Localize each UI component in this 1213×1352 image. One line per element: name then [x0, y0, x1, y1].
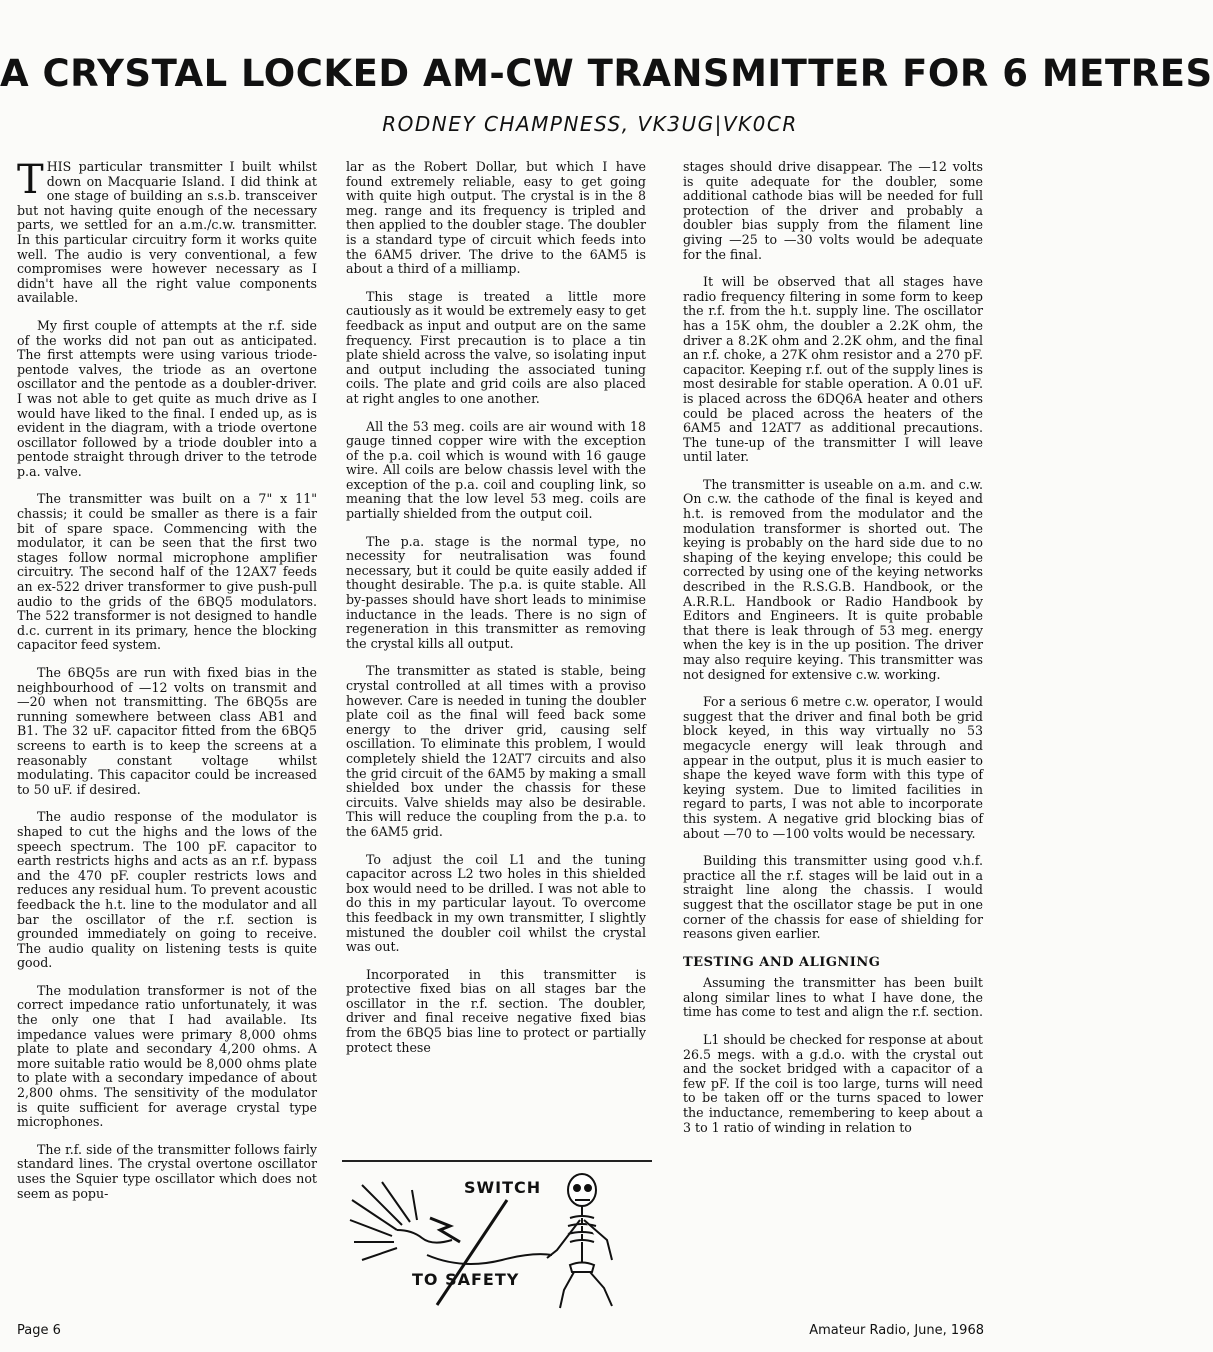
paragraph: The transmitter as stated is stable, being crystal controlled at all times with a proviso however. Care is needed in tuning the doubler plate coil as the final will feed back some energy to the driver grid, causing self oscillation. To eliminate this problem, I would completely shield the 12AT7 circuits and also the grid circuit of the 6AM5 by making a small shielded box under the chassis for these circuits. Valve shields may also be desirable. This will reduce the coupling from the p.a. to the 6AM5 grid.	[346, 663, 646, 839]
switch-caption: SWITCH	[464, 1178, 542, 1197]
paragraph: It will be observed that all stages have radio frequency filtering in some form to keep the r.f. from the h.t. supply line. The oscillator has a 15K ohm, the doubler a 2.2K ohm, the driver a 8.2K ohm and 2.2K ohm, and the final an r.f. choke, a 27K ohm resistor and a 270 pF. capacitor. Keeping r.f. out of the supply lines is most desirable for stable operation. A 0.01 uF. is placed across the 6DQ6A heater and others could be placed across the heaters of the 6AM5 and 12AT7 as additional precautions. The tune-up of the transmitter I will leave until later.	[683, 274, 983, 465]
text-column-1	[17, 157, 317, 1310]
paragraph-part-1: The r.f. side of the transmitter follows fairly standard lines. The crystal overtone oscillator uses the Squier type oscillator which does not seem as popu-	[17, 1141, 317, 1201]
paragraph: To adjust the coil L1 and the tuning capacitor across L2 two holes in this shielded box would need to be drilled. I was not able to do this in my particular layout. To overcome this feedback in my own transmitter, I slightly mistuned the doubler coil whilst the crystal was out.	[346, 851, 646, 955]
skeleton-icon	[547, 1174, 612, 1308]
paragraph: The audio response of the modulator is shaped to cut the highs and the lows of the speech spectrum. The 100 pF. capacitor to earth restricts highs and acts as an r.f. bypass and the 470 pF. coupler restricts lows and reduces any residual hum. To prevent acoustic feedback the h.t. line to the modulator and all bar the oscillator of the r.f. section is grounded immediately on going to receive. The audio quality on listening tests is quite good.	[17, 809, 317, 971]
paragraph-part-2: stages should drive disappear. The —12 volts is quite adequate for the doubler, some additional cathode bias will be needed for full protection of the driver and probably a doubler bias supply from the filament line giving —25 to —30 volts would be adequate for the final.	[683, 159, 983, 262]
paragraph: The 6BQ5s are run with fixed bias in the neighbourhood of —12 volts on transmit and —20 when not transmitting. The 6BQ5s are running somewhere between class AB1 and B1. The 32 uF. capacitor fitted from the 6BQ5 screens to earth is to keep the screens at a reasonably constant voltage whilst modulating. This capacitor could be increased to 50 uF. if desired.	[17, 665, 317, 797]
text-column-2	[346, 160, 646, 1160]
switch-to-safety-cartoon	[342, 1160, 652, 1310]
paragraph: The p.a. stage is the normal type, no necessity for neutralisation was found necessary, but it could be quite easily added if thought desirable. The p.a. is quite stable. All by-passes should have short leads to minimise inductance in the leads. There is no sign of regeneration in this transmitter as removing the crystal kills all output.	[346, 533, 646, 651]
paragraph: The transmitter was built on a 7" x 11" chassis; it could be smaller as there is a fair bit of spare space. Commencing with the modulator, it can be seen that the first two stages follow normal microphone amplifier circuitry. The second half of the 12AX7 feeds an ex-522 driver transformer to give push-pull audio to the grids of the 6BQ5 modulators. The 522 transformer is not designed to handle d.c. current in its primary, hence the blocking capacitor feed system.	[17, 491, 317, 653]
paragraph: My first couple of attempts at the r.f. side of the works did not pan out as anticipated. The first attempts were using various triode-pentode valves, the triode as an overtone oscillator and the pentode as a doubler-driver. I was not able to get quite as much drive as I would have liked to the final. I ended up, as is evident in the diagram, with a triode overtone oscillator followed by a triode doubler into a pentode straight through driver to the tetrode p.a. valve.	[17, 317, 317, 479]
paragraph: Assuming the transmitter has been built along similar lines to what I have done, the time has come to test and align the r.f. section.	[683, 975, 983, 1020]
paragraph-part-1: Incorporated in this transmitter is protective fixed bias on all stages bar the oscillator in the r.f. section. The doubler, driver and final receive negative fixed bias from the 6BQ5 bias line to protect or partially protect these	[346, 966, 646, 1055]
article-title: A CRYSTAL LOCKED AM-CW TRANSMITTER FOR 6 METRES	[0, 52, 1213, 95]
paragraph-split	[346, 968, 646, 1056]
paragraph-split	[17, 1143, 317, 1201]
paragraph: THIS particular transmitter I built whilst down on Macquarie Island. I did think at one stage of building an s.s.b. transceiver but not having quite enough of the necessary parts, we settled for an a.m./c.w. transmitter. In this particular circuitry form it works quite well. The audio is very conventional, a few compromises were however necessary as I didn't have all the right value components available.	[17, 157, 317, 306]
paragraph-part-2: lar as the Robert Dollar, but which I have found extremely reliable, easy to get going with quite high output. The crystal is in the 8 meg. range and its frequency is tripled and then applied to the doubler stage. The doubler is a standard type of circuit which feeds into the 6AM5 driver. The drive to the 6AM5 is about a third of a milliamp.	[346, 159, 646, 277]
paragraph: The modulation transformer is not of the correct impedance ratio unfortunately, it was the only one that I had available. Its impedance values were primary 8,000 ohms plate to plate and secondary 4,200 ohms. A more suitable ratio would be 8,000 ohms plate to plate with a secondary impedance of about 2,800 ohms. The sensitivity of the modulator is quite sufficient for average crystal type microphones.	[17, 982, 317, 1130]
drop-cap: T	[17, 157, 44, 203]
page-number: Page 6	[17, 1323, 61, 1338]
article-byline: RODNEY CHAMPNESS, VK3UG|VK0CR	[382, 112, 798, 136]
paragraph: This stage is treated a little more cautiously as it would be extremely easy to get feedback as input and output are on the same frequency. First precaution is to place a tin plate shield across the valve, so isolating input and output including the associated tuning coils. The plate and grid coils are also placed at right angles to one another.	[346, 288, 646, 406]
paragraph-continued	[683, 160, 983, 262]
text-column-3	[683, 160, 983, 1310]
paragraph: The transmitter is useable on a.m. and c.w. On c.w. the cathode of the final is keyed and h.t. is removed from the modulator and the modulation transformer is shorted out. The keying is probably on the hard side due to no shaping of the keying envelope; this could be corrected by using one of the keying networks described in the R.S.G.B. Handbook, or the A.R.R.L. Handbook or Radio Handbook by Editors and Engineers. It is quite probable that there is leak through of 53 meg. energy when the key is in the up position. The driver may also require keying. This transmitter was not designed for extensive c.w. working.	[683, 476, 983, 682]
paragraph: L1 should be checked for response at about 26.5 megs. with a g.d.o. with the crystal out and the socket bridged with a capacitor of a few pF. If the coil is too large, turns will need to be taken off or the turns spaced to lower the inductance, remembering to keep about a 3 to 1 ratio of winding in relation to	[683, 1032, 983, 1135]
section-heading: TESTING AND ALIGNING	[683, 954, 881, 970]
paragraph: All the 53 meg. coils are air wound with 18 gauge tinned copper wire with the exception of the p.a. coil which is wound with 16 gauge wire. All coils are below chassis level with the exception of the p.a. coil and coupling link, so meaning that the low level 53 meg. coils are partially shielded from the output coil.	[346, 418, 646, 522]
publication-date: Amateur Radio, June, 1968	[809, 1323, 984, 1338]
paragraph: Building this transmitter using good v.h.f. practice all the r.f. stages will be laid out in a straight line along the chassis. I would suggest that the oscillator stage be put in one corner of the chassis for ease of shielding for reasons given earlier.	[683, 853, 983, 942]
paragraph-continued	[346, 160, 646, 277]
paragraph: For a serious 6 metre c.w. operator, I would suggest that the driver and final both be grid block keyed, in this way virtually no 53 megacycle energy will leak through and appear in the output, plus it is much easier to shape the keyed wave form with this type of keying system. Due to limited facilities in regard to parts, I was not able to incorporate this system. A negative grid blocking bias of about —70 to —100 volts would be necessary.	[683, 694, 983, 841]
safety-caption: TO SAFETY	[412, 1270, 520, 1289]
